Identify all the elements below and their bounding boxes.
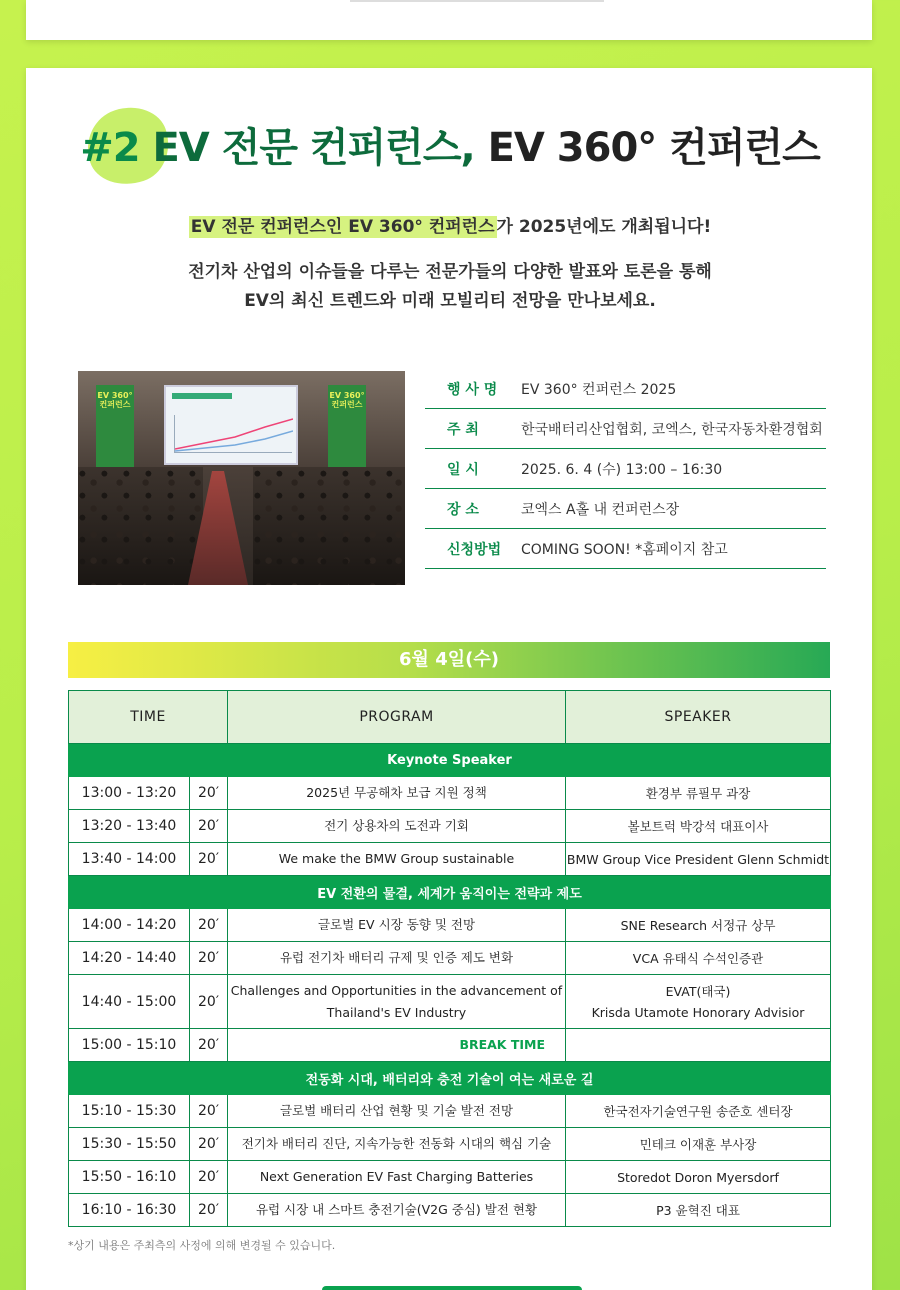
- info-key: 장 소: [447, 501, 479, 518]
- section-row: [69, 1062, 831, 1095]
- cell-duration: 20′: [190, 1029, 228, 1062]
- conference-photo: [78, 371, 405, 585]
- section-title-keynote: Keynote Speaker: [69, 744, 831, 777]
- section-title-ev-transition: EV 전환의 물결, 세계가 움직이는 전략과 제도: [69, 876, 831, 909]
- table-row: [69, 942, 831, 975]
- section-title: [0, 116, 900, 173]
- intro-line-1: [0, 212, 900, 237]
- cell-duration: 20′: [190, 1161, 228, 1194]
- info-row-registration: [425, 529, 826, 569]
- table-header-row: [69, 691, 831, 744]
- title-main-rest: EV 360° 컨퍼런스: [487, 125, 820, 171]
- speaker-org: EVAT(태국): [665, 983, 731, 999]
- cell-duration: 20′: [190, 975, 228, 1029]
- cell-duration: 20′: [190, 909, 228, 942]
- audience-right: [253, 467, 405, 585]
- info-row-venue: [425, 489, 826, 529]
- cell-speaker: BMW Group Vice President Glenn Schmidt: [566, 843, 831, 876]
- cell-speaker: SNE Research 서정규 상무: [566, 909, 831, 942]
- cell-duration: 20′: [190, 810, 228, 843]
- cell-time: 13:40 - 14:00: [69, 843, 190, 876]
- info-row-host: [425, 409, 826, 449]
- cell-speaker: Storedot Doron Myersdorf: [566, 1161, 831, 1194]
- break-row: [69, 1029, 831, 1062]
- cell-speaker: 볼보트럭 박강석 대표이사: [566, 810, 831, 843]
- info-value: EV 360° 컨퍼런스 2025: [521, 381, 677, 398]
- info-row-date: [425, 449, 826, 489]
- cell-duration: 20′: [190, 1128, 228, 1161]
- cell-duration: 20′: [190, 1095, 228, 1128]
- speaker-name: Krisda Utamote Honorary Advisior: [591, 1004, 805, 1020]
- table-row: [69, 810, 831, 843]
- info-key: 일 시: [447, 461, 479, 478]
- previous-section-card: [26, 0, 872, 40]
- cell-speaker: 한국전자기술연구원 송준호 센터장: [566, 1095, 831, 1128]
- cell-duration: 20′: [190, 777, 228, 810]
- presentation-screen: [164, 385, 298, 465]
- info-value: COMING SOON! *홈페이지 참고: [521, 541, 728, 558]
- table-row: [69, 1095, 831, 1128]
- cell-speaker: P3 윤혁진 대표: [566, 1194, 831, 1227]
- intro-line-2: 전기차 산업의 이슈들을 다루는 전문가들의 다양한 발표와 토론을 통해: [188, 262, 712, 282]
- screen-graph-icon: [175, 415, 293, 453]
- next-section-button-edge[interactable]: [322, 1286, 582, 1290]
- cell-program: 전기 상용차의 도전과 기회: [228, 810, 566, 843]
- schedule-date-bar: 6월 4일(수): [68, 642, 830, 678]
- section-title-battery-charging: 전동화 시대, 배터리와 충전 기술이 여는 새로운 길: [69, 1062, 831, 1095]
- info-key: 주 최: [447, 421, 479, 438]
- photo-banner-right: EV 360° 컨퍼런스: [328, 385, 366, 471]
- intro-highlight: EV 전문 컨퍼런스인 EV 360° 컨퍼런스: [190, 217, 495, 237]
- cell-time: 16:10 - 16:30: [69, 1194, 190, 1227]
- cell-time: 14:40 - 15:00: [69, 975, 190, 1029]
- table-row: [69, 777, 831, 810]
- header-time: TIME: [69, 691, 228, 744]
- cell-time: 14:00 - 14:20: [69, 909, 190, 942]
- cell-speaker: 환경부 류필무 과장: [566, 777, 831, 810]
- section-row: [69, 876, 831, 909]
- cell-speaker: VCA 유태식 수석인증관: [566, 942, 831, 975]
- audience-left: [78, 467, 203, 585]
- title-main-green: EV 전문 컨퍼런스,: [152, 125, 475, 171]
- cell-speaker-empty: [566, 1029, 831, 1062]
- cell-time: 13:00 - 13:20: [69, 777, 190, 810]
- info-key: 신청방법: [447, 541, 502, 558]
- cell-speaker: 민테크 이재훈 부사장: [566, 1128, 831, 1161]
- cell-program: 2025년 무공해차 보급 지원 정책: [228, 777, 566, 810]
- info-row-event-name: [425, 369, 826, 409]
- previous-section-button-edge: [350, 0, 604, 2]
- info-value: 코엑스 A홀 내 컨퍼런스장: [521, 501, 680, 518]
- cell-duration: 20′: [190, 942, 228, 975]
- cell-program: 글로벌 배터리 산업 현황 및 기술 발전 전망: [228, 1095, 566, 1128]
- schedule-table: [68, 690, 831, 1227]
- section-row: [69, 744, 831, 777]
- cell-program: We make the BMW Group sustainable: [228, 843, 566, 876]
- info-key: 행 사 명: [447, 381, 498, 398]
- cell-time: 14:20 - 14:40: [69, 942, 190, 975]
- intro-description: [0, 258, 900, 316]
- cell-program: 글로벌 EV 시장 동향 및 전망: [228, 909, 566, 942]
- cell-time: 15:00 - 15:10: [69, 1029, 190, 1062]
- cell-time: 13:20 - 13:40: [69, 810, 190, 843]
- photo-banner-left: EV 360° 컨퍼런스: [96, 385, 134, 471]
- cell-duration: 20′: [190, 843, 228, 876]
- cell-duration: 20′: [190, 1194, 228, 1227]
- info-value: 2025. 6. 4 (수) 13:00 – 16:30: [521, 461, 723, 478]
- cell-program: 유럽 전기차 배터리 규제 및 인증 제도 변화: [228, 942, 566, 975]
- table-row: [69, 1161, 831, 1194]
- table-row: [69, 843, 831, 876]
- cell-time: 15:10 - 15:30: [69, 1095, 190, 1128]
- event-info-list: [425, 369, 826, 569]
- header-speaker: SPEAKER: [566, 691, 831, 744]
- table-row: [69, 909, 831, 942]
- intro-line-1-rest: 가 2025년에도 개최됩니다!: [496, 217, 712, 237]
- break-label: BREAK TIME: [228, 1029, 566, 1062]
- cell-time: 15:30 - 15:50: [69, 1128, 190, 1161]
- header-program: PROGRAM: [228, 691, 566, 744]
- table-row: [69, 1128, 831, 1161]
- cell-program: Next Generation EV Fast Charging Batteries: [228, 1161, 566, 1194]
- cell-speaker: [566, 975, 831, 1029]
- table-row: [69, 975, 831, 1029]
- title-number: #2: [80, 125, 140, 171]
- table-row: [69, 1194, 831, 1227]
- info-value: 한국배터리산업협회, 코엑스, 한국자동차환경협회: [521, 421, 823, 438]
- cell-program: Challenges and Opportunities in the advancement of Thailand's EV Industry: [228, 975, 566, 1029]
- disclaimer-note: *상기 내용은 주최측의 사정에 의해 변경될 수 있습니다.: [68, 1239, 336, 1252]
- cell-program: 전기차 배터리 진단, 지속가능한 전동화 시대의 핵심 기술: [228, 1128, 566, 1161]
- cell-program: 유럽 시장 내 스마트 충전기술(V2G 중심) 발전 현황: [228, 1194, 566, 1227]
- intro-line-3: EV의 최신 트렌드와 미래 모빌리티 전망을 만나보세요.: [244, 291, 656, 311]
- cell-time: 15:50 - 16:10: [69, 1161, 190, 1194]
